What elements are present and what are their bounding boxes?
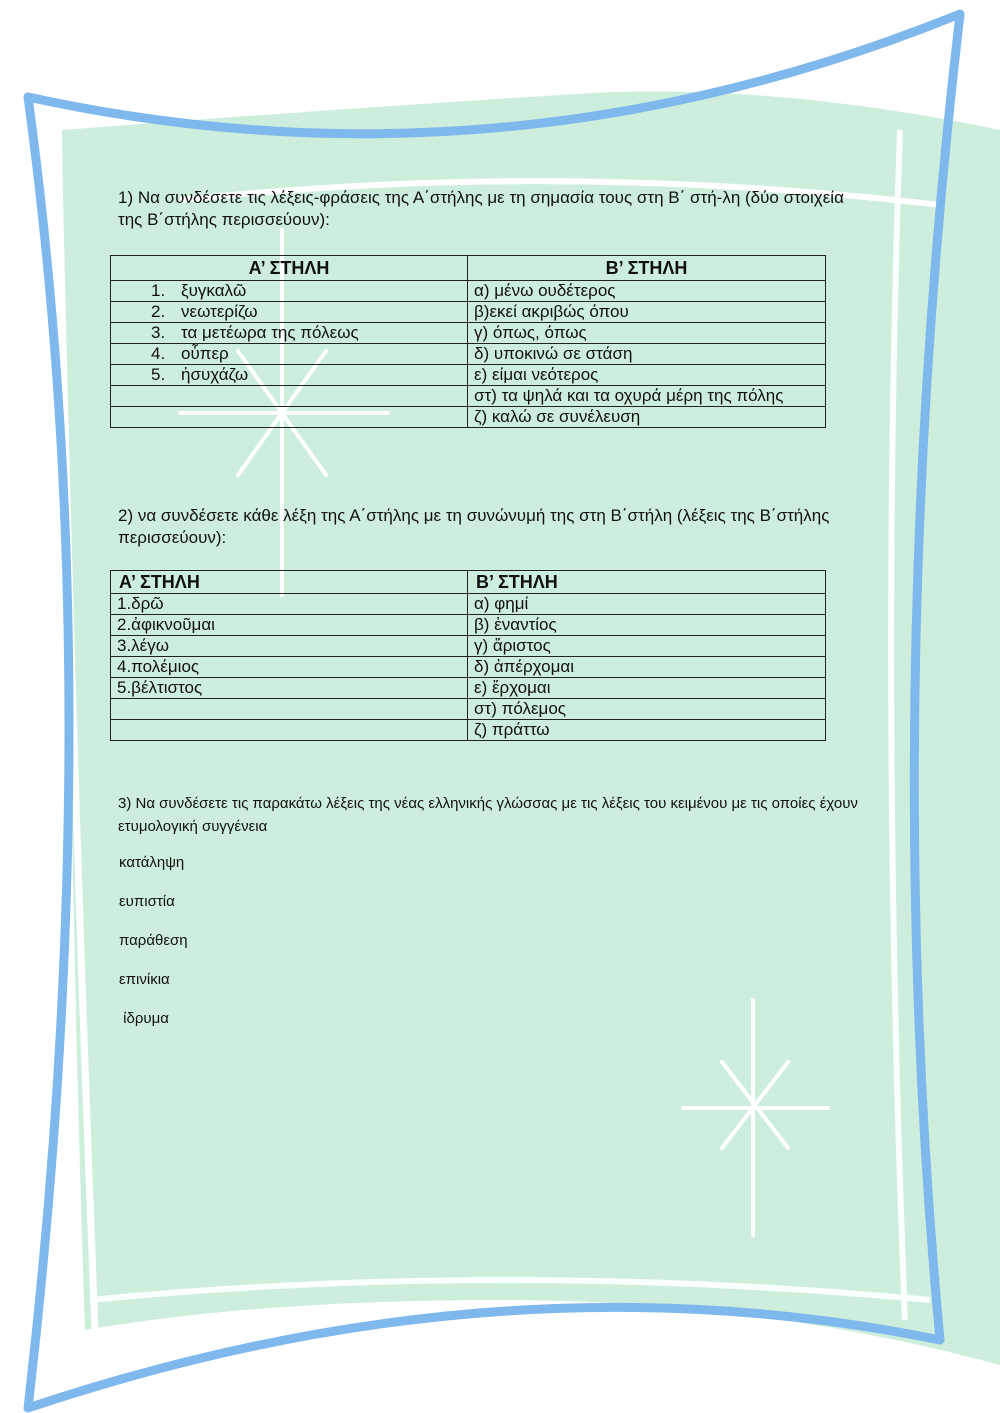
column-b-item: β) ἐναντίος xyxy=(468,615,826,636)
matching-table-2 xyxy=(110,570,826,741)
column-b-item: β)εκεί ακριβώς όπου xyxy=(468,302,826,323)
table-row xyxy=(111,407,826,428)
column-b-header: Β’ ΣΤΗΛΗ xyxy=(468,571,826,594)
question-2: 2) να συνδέσετε κάθε λέξη της Α΄στήλης με τη συνώνυμή της στη Β΄στήλη (λέξεις της Β΄στήλης περισσεύουν): xyxy=(118,506,830,547)
column-a-item: 4.πολέμιος xyxy=(111,657,468,678)
table-row xyxy=(111,678,826,699)
item-number: 3. xyxy=(151,323,166,342)
column-b-item: ζ) πράττω xyxy=(468,720,826,741)
table-row xyxy=(111,699,826,720)
word-item: επινίκια xyxy=(119,971,170,988)
question-1: 1) Να συνδέσετε τις λέξεις-φράσεις της Α΄στήλης με τη σημασία τους στη Β΄ στή-λη (δύο στοιχεία της Β΄στήλης περισσεύουν): xyxy=(118,188,844,229)
table-row xyxy=(111,636,826,657)
table-row xyxy=(111,302,826,323)
word-item: κατάληψη xyxy=(119,854,185,871)
column-a-item: 2.ἀφικνοῦμαι xyxy=(111,615,468,636)
column-b-item: ε) είμαι νεότερος xyxy=(468,365,826,386)
column-b-header: Β’ ΣΤΗΛΗ xyxy=(468,256,826,281)
column-a-header: Α’ ΣΤΗΛΗ xyxy=(111,256,468,281)
table-row xyxy=(111,594,826,615)
column-a-header: Α’ ΣΤΗΛΗ xyxy=(111,571,468,594)
column-a-item: 5.βέλτιστος xyxy=(111,678,468,699)
item-number: 2. xyxy=(151,302,166,321)
question-3: 3) Να συνδέσετε τις παρακάτω λέξεις της νέας ελληνικής γλώσσας με τις λέξεις του κειμένου με τις οποίες έχουν ετυμολογική συγγένεια xyxy=(118,795,858,835)
column-a-item: νεωτερίζω xyxy=(181,302,258,321)
item-number: 4. xyxy=(151,344,166,363)
table-row xyxy=(111,720,826,741)
column-b-item: στ) τα ψηλά και τα οχυρά μέρη της πόλης xyxy=(468,386,826,407)
table-row xyxy=(111,657,826,678)
column-b-item: γ) όπως, όπως xyxy=(468,323,826,344)
column-a-item: ξυγκαλῶ xyxy=(181,281,247,300)
column-a-item xyxy=(111,720,468,741)
column-b-item: δ) υποκινώ σε στάση xyxy=(468,344,826,365)
word-item: παράθεση xyxy=(119,932,188,949)
column-a-item: 3.λέγω xyxy=(111,636,468,657)
column-a-item: ἡσυχάζω xyxy=(181,365,249,384)
word-item: ίδρυμα xyxy=(119,1010,169,1027)
word-item: ευπιστία xyxy=(119,893,175,910)
table-row xyxy=(111,386,826,407)
column-b-item: α) φημί xyxy=(468,594,826,615)
table-row xyxy=(111,281,826,302)
matching-table-1 xyxy=(110,255,826,428)
table-row xyxy=(111,344,826,365)
column-a-item xyxy=(111,699,468,720)
column-a-item: τα μετέωρα της πόλεως xyxy=(181,323,359,342)
table-row xyxy=(111,615,826,636)
column-b-item: γ) ἄριστος xyxy=(468,636,826,657)
item-number: 5. xyxy=(151,365,166,384)
column-a-item: οὗπερ xyxy=(181,344,229,363)
column-b-item: ζ) καλώ σε συνέλευση xyxy=(468,407,826,428)
table-row xyxy=(111,323,826,344)
column-b-item: ε) ἔρχομαι xyxy=(468,678,826,699)
column-a-item: 1.δρῶ xyxy=(111,594,468,615)
item-number: 1. xyxy=(151,281,166,300)
column-b-item: δ) ἀπέρχομαι xyxy=(468,657,826,678)
column-b-item: α) μένω ουδέτερος xyxy=(468,281,826,302)
column-b-item: στ) πόλεμος xyxy=(468,699,826,720)
table-row xyxy=(111,365,826,386)
